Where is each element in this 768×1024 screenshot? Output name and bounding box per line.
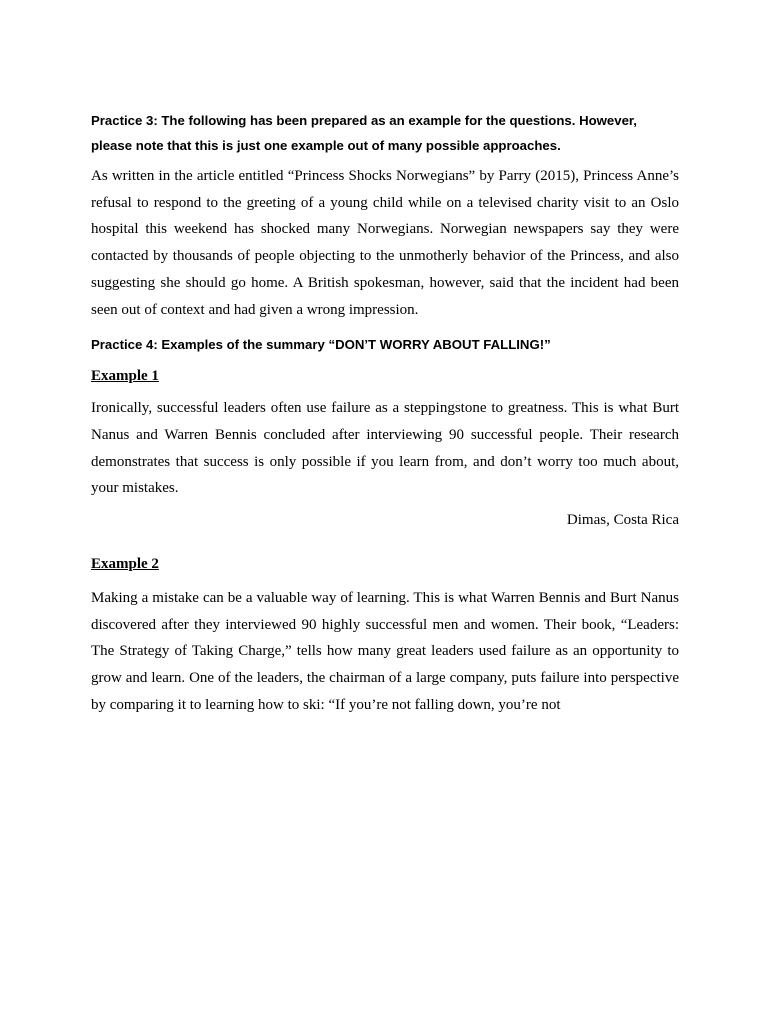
example1-heading: Example 1 bbox=[91, 368, 159, 385]
example1-paragraph: Ironically, successful leaders often use failure as a steppingstone to greatness. This is what Burt Nanus and Warren Bennis concluded after interviewing 90 successful people. Their research demonstrates that success is only possible if you learn from, and don’t worry too much about, your mistakes. bbox=[91, 400, 679, 497]
example1-signature: Dimas, Costa Rica bbox=[566, 512, 679, 529]
document-content bbox=[91, 108, 679, 719]
practice3-paragraph: As written in the article entitled “Princess Shocks Norwegians” by Parry (2015), Princess Anne’s refusal to respond to the greeting of a young child while on a televised charity visit to an Oslo hospital this weekend has shocked many Norwegians. Norwegian newspapers say they were contacted by thousands of people objecting to the unmotherly behavior of the Princess, and also suggesting she should go home. A British spokesman, however, said that the incident had been seen out of context and had given a wrong impression. bbox=[91, 168, 679, 318]
practice4-heading: Practice 4: Examples of the summary “DON’T WORRY ABOUT FALLING!” bbox=[91, 337, 551, 353]
example2-paragraph: Making a mistake can be a valuable way of learning. This is what Warren Bennis and Burt Nanus discovered after they interviewed 90 highly successful men and women. Their book, “Leaders: The Strategy of Taking Charge,” tells how many great leaders used failure as an opportunity to grow and learn. One of the leaders, the chairman of a large company, puts failure into perspective by comparing it to learning how to ski: “If you’re not falling down, you’re not bbox=[91, 590, 679, 713]
example2-heading: Example 2 bbox=[91, 556, 159, 573]
practice3-heading: Practice 3: The following has been prepared as an example for the questions. However, please note that this is just one example out of many possible approaches. bbox=[91, 113, 637, 153]
